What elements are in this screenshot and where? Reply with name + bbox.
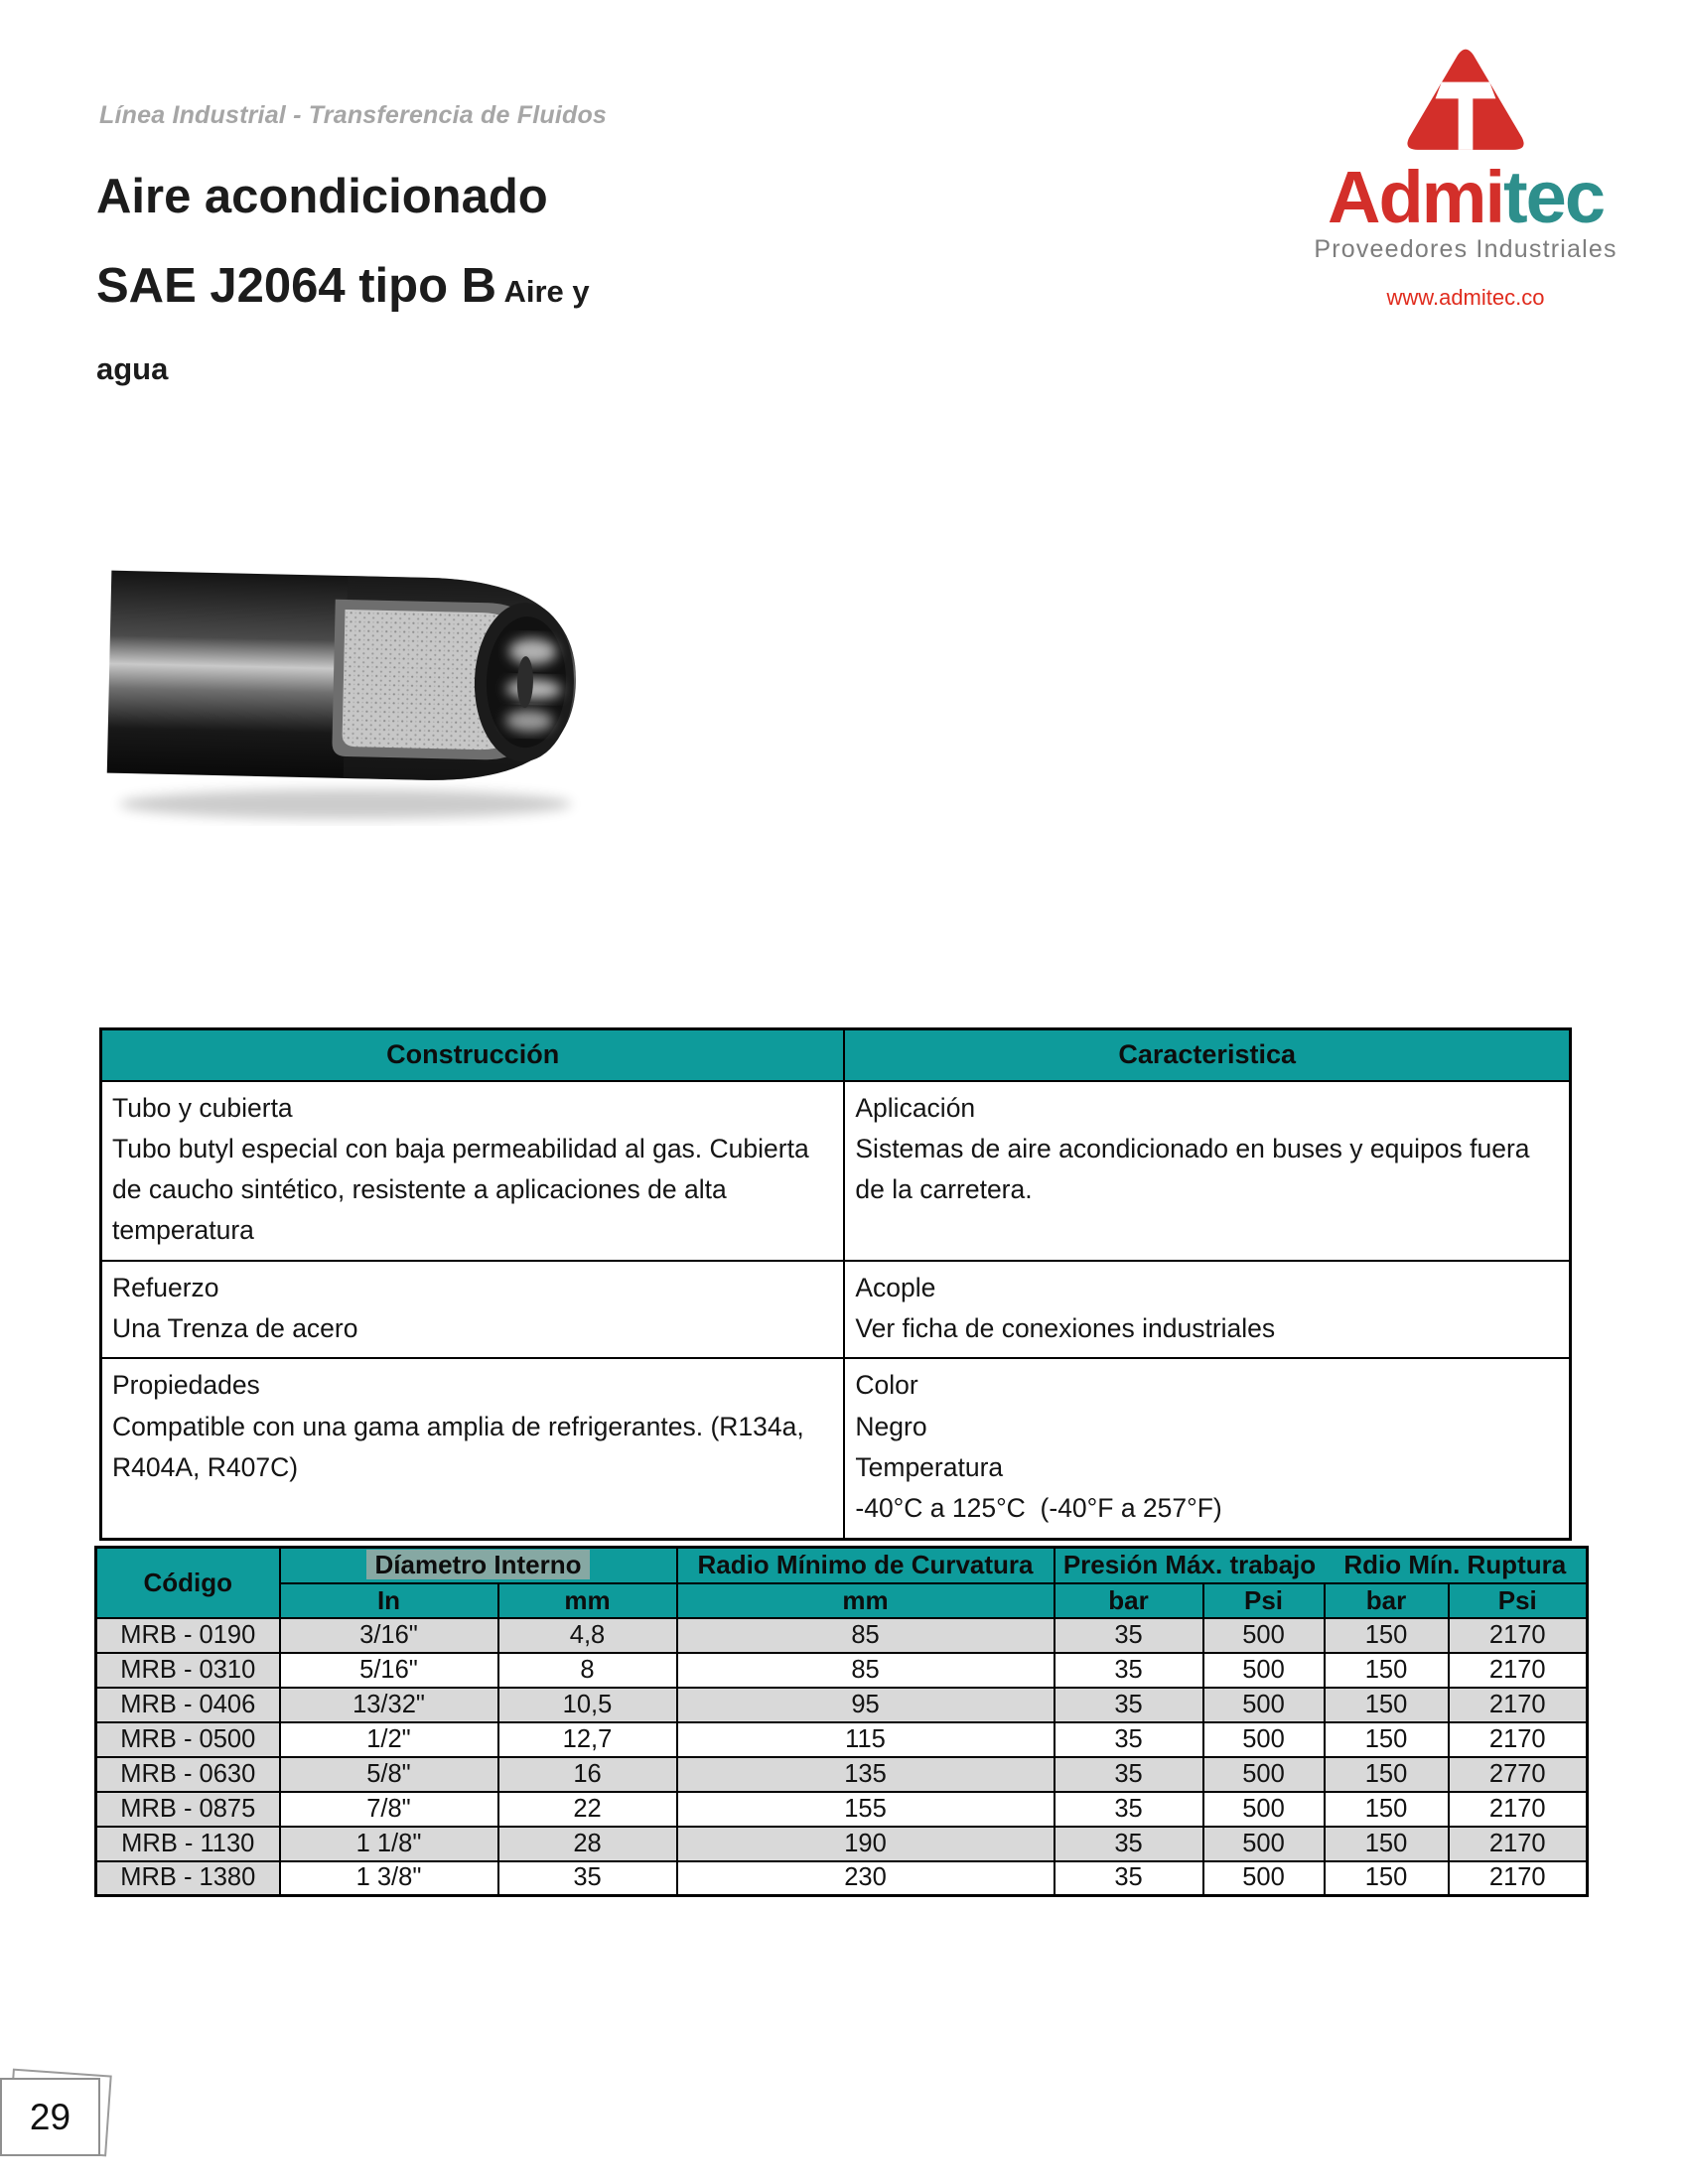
- spec-cell: 8: [498, 1653, 677, 1688]
- spec-cell: 1/2": [280, 1722, 498, 1757]
- product-image-hose: [97, 548, 599, 826]
- spec-header-ruptura: Rdio Mín. Ruptura: [1325, 1548, 1588, 1583]
- spec-cell: 2170: [1449, 1792, 1588, 1827]
- spec-cell-codigo: MRB - 0875: [96, 1792, 280, 1827]
- info-cell-line: -40°C a 125°C (-40°F a 257°F): [855, 1493, 1222, 1524]
- spec-cell: 500: [1203, 1827, 1325, 1861]
- spec-header-presion: Presión Máx. trabajo: [1055, 1548, 1325, 1583]
- spec-cell: 150: [1325, 1688, 1449, 1722]
- spec-cell: 16: [498, 1757, 677, 1792]
- spec-cell: 500: [1203, 1861, 1325, 1896]
- spec-cell: 10,5: [498, 1688, 677, 1722]
- info-cell-refuerzo: [101, 1261, 845, 1359]
- spec-cell: 2170: [1449, 1688, 1588, 1722]
- spec-cell: 500: [1203, 1618, 1325, 1653]
- spec-cell: 13/32": [280, 1688, 498, 1722]
- spec-table-body: [96, 1618, 1588, 1896]
- spec-cell: 150: [1325, 1827, 1449, 1861]
- spec-cell: 150: [1325, 1861, 1449, 1896]
- info-cell-line: Temperatura: [855, 1452, 1004, 1483]
- spec-cell: 500: [1203, 1792, 1325, 1827]
- info-cell-body: Ver ficha de conexiones industriales: [855, 1313, 1276, 1344]
- spec-subheader-mm: mm: [677, 1583, 1055, 1618]
- spec-header-codigo: Código: [96, 1548, 280, 1618]
- spec-subheader-bar: bar: [1325, 1583, 1449, 1618]
- spec-cell: 22: [498, 1792, 677, 1827]
- spec-header-diametro: [280, 1548, 677, 1583]
- spec-cell-codigo: MRB - 0630: [96, 1757, 280, 1792]
- spec-cell: 5/16": [280, 1653, 498, 1688]
- spec-cell: 500: [1203, 1688, 1325, 1722]
- spec-cell: 500: [1203, 1757, 1325, 1792]
- spec-cell: 4,8: [498, 1618, 677, 1653]
- spec-subheader-bar: bar: [1055, 1583, 1203, 1618]
- info-cell-aplicacion: [844, 1081, 1570, 1261]
- brand-name-part1: Admi: [1328, 156, 1504, 238]
- info-cell-title: Acople: [855, 1272, 936, 1302]
- info-cell-title: Refuerzo: [112, 1272, 219, 1302]
- page-title-line3: agua: [96, 351, 169, 386]
- spec-cell: 150: [1325, 1757, 1449, 1792]
- spec-header-diametro-highlight: Díametro Interno: [366, 1550, 589, 1579]
- spec-cell: 150: [1325, 1618, 1449, 1653]
- spec-row: [96, 1688, 1588, 1722]
- spec-cell: 500: [1203, 1653, 1325, 1688]
- info-cell-title: Propiedades: [112, 1370, 260, 1401]
- spec-row: [96, 1722, 1588, 1757]
- spec-subheader-psi: Psi: [1203, 1583, 1325, 1618]
- spec-cell-codigo: MRB - 0500: [96, 1722, 280, 1757]
- brand-tagline: Proveedores Industriales: [1314, 235, 1618, 263]
- spec-cell-codigo: MRB - 0406: [96, 1688, 280, 1722]
- spec-cell: 35: [1055, 1653, 1203, 1688]
- spec-cell: 35: [1055, 1757, 1203, 1792]
- spec-cell: 150: [1325, 1653, 1449, 1688]
- brand-website: www.admitec.co: [1386, 285, 1545, 310]
- spec-cell: 35: [1055, 1827, 1203, 1861]
- spec-cell-codigo: MRB - 1380: [96, 1861, 280, 1896]
- spec-cell: 95: [677, 1688, 1055, 1722]
- spec-cell: 2170: [1449, 1618, 1588, 1653]
- spec-cell: 2170: [1449, 1653, 1588, 1688]
- spec-cell: 3/16": [280, 1618, 498, 1653]
- spec-header-radio: Radio Mínimo de Curvatura: [677, 1548, 1055, 1583]
- spec-table: [94, 1546, 1589, 1897]
- spec-row: [96, 1757, 1588, 1792]
- spec-cell: 1 3/8": [280, 1861, 498, 1896]
- spec-cell: 2170: [1449, 1861, 1588, 1896]
- spec-cell: 28: [498, 1827, 677, 1861]
- spec-cell: 135: [677, 1757, 1055, 1792]
- spec-cell-codigo: MRB - 0310: [96, 1653, 280, 1688]
- spec-cell: 190: [677, 1827, 1055, 1861]
- company-logo: [1309, 48, 1622, 311]
- spec-row: [96, 1827, 1588, 1861]
- info-cell-tubo: [101, 1081, 845, 1261]
- spec-cell: 35: [1055, 1722, 1203, 1757]
- spec-cell: 150: [1325, 1722, 1449, 1757]
- construction-characteristics-table: [99, 1027, 1572, 1541]
- info-cell-line: Color: [855, 1370, 918, 1401]
- spec-row: [96, 1618, 1588, 1653]
- logo-triangle-icon: [1403, 48, 1528, 153]
- info-cell-line: Negro: [855, 1411, 927, 1441]
- page-number: 29: [29, 2096, 71, 2137]
- spec-row: [96, 1792, 1588, 1827]
- spec-cell: 500: [1203, 1722, 1325, 1757]
- spec-cell: 35: [498, 1861, 677, 1896]
- page-number-badge: [0, 2078, 100, 2156]
- spec-row: [96, 1861, 1588, 1896]
- info-cell-acople: [844, 1261, 1570, 1359]
- page-title-suffix: Aire y: [496, 274, 590, 309]
- info-cell-propiedades: [101, 1358, 845, 1539]
- spec-subheader-in: In: [280, 1583, 498, 1618]
- info-header-caracteristica: Caracteristica: [844, 1029, 1570, 1081]
- spec-cell: 150: [1325, 1792, 1449, 1827]
- spec-cell: 35: [1055, 1792, 1203, 1827]
- info-cell-body: Compatible con una gama amplia de refrigerantes. (R134a, R404A, R407C): [112, 1411, 812, 1483]
- info-cell-body: Sistemas de aire acondicionado en buses y equipos fuera de la carretera.: [855, 1133, 1537, 1205]
- brand-name: [1309, 156, 1622, 238]
- spec-cell: 155: [677, 1792, 1055, 1827]
- info-cell-title: Aplicación: [855, 1092, 976, 1123]
- spec-cell: 5/8": [280, 1757, 498, 1792]
- info-cell-title: Tubo y cubierta: [112, 1092, 293, 1123]
- spec-cell: 115: [677, 1722, 1055, 1757]
- spec-cell: 230: [677, 1861, 1055, 1896]
- page-title-line2: [96, 258, 590, 314]
- spec-cell: 85: [677, 1618, 1055, 1653]
- spec-cell-codigo: MRB - 1130: [96, 1827, 280, 1861]
- spec-subheader-mm: mm: [498, 1583, 677, 1618]
- section-eyebrow: Línea Industrial - Transferencia de Fluidos: [99, 101, 608, 129]
- spec-cell-codigo: MRB - 0190: [96, 1618, 280, 1653]
- info-cell-color-temperatura: [844, 1358, 1570, 1539]
- info-header-construccion: Construcción: [101, 1029, 845, 1081]
- info-cell-body: Tubo butyl especial con baja permeabilidad al gas. Cubierta de caucho sintético, resistente a aplicaciones de alta temperatura: [112, 1133, 817, 1246]
- page-title-line1: Aire acondicionado: [96, 170, 548, 223]
- spec-row: [96, 1653, 1588, 1688]
- spec-cell: 35: [1055, 1618, 1203, 1653]
- spec-cell: 1 1/8": [280, 1827, 498, 1861]
- spec-cell: 35: [1055, 1861, 1203, 1896]
- spec-cell: 35: [1055, 1688, 1203, 1722]
- spec-subheader-psi: Psi: [1449, 1583, 1588, 1618]
- spec-cell: 12,7: [498, 1722, 677, 1757]
- spec-cell: 85: [677, 1653, 1055, 1688]
- spec-cell: 7/8": [280, 1792, 498, 1827]
- info-cell-body: Una Trenza de acero: [112, 1313, 358, 1344]
- spec-cell: 2170: [1449, 1827, 1588, 1861]
- spec-cell: 2170: [1449, 1722, 1588, 1757]
- brand-name-part2: tec: [1503, 156, 1604, 238]
- page-title-standard: SAE J2064 tipo B: [96, 259, 497, 313]
- spec-cell: 2770: [1449, 1757, 1588, 1792]
